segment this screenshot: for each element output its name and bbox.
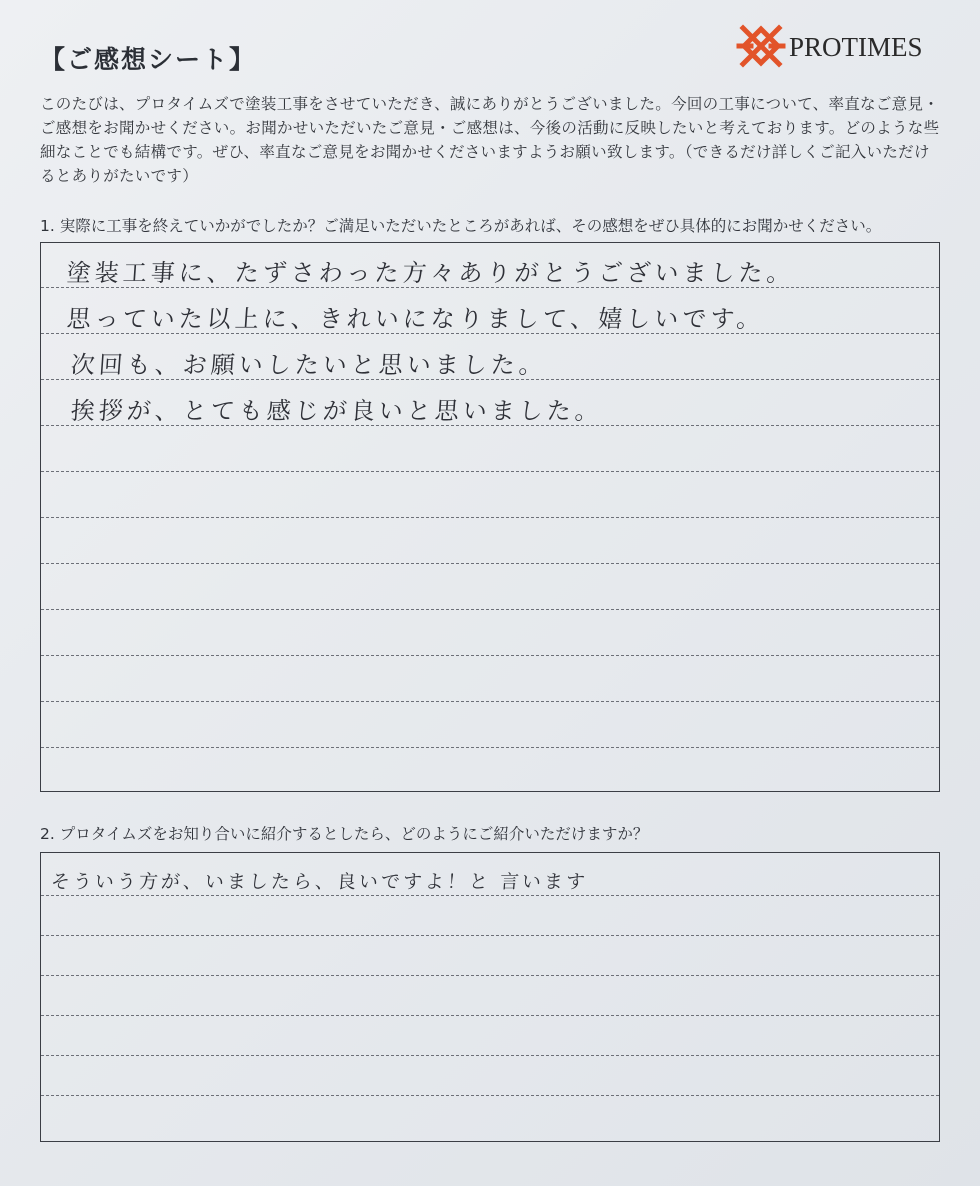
rule-line xyxy=(41,1015,939,1016)
handwritten-answer-line: 次回も、お願いしたいと思いました。 xyxy=(69,351,548,379)
rule-line xyxy=(41,517,939,518)
rule-line xyxy=(41,747,939,748)
protimes-logo xyxy=(735,20,945,80)
question-2-label: 2. プロタイムズをお知り合いに紹介するとしたら、どのようにご紹介いただけますか？ xyxy=(40,825,649,843)
rule-line xyxy=(41,609,939,610)
rule-line xyxy=(41,935,939,936)
answer-box-2[interactable] xyxy=(40,852,940,1142)
rule-line xyxy=(41,471,939,472)
handwritten-answer-line: 思っていた以上に、きれいになりまして、嬉しいです。 xyxy=(65,305,766,333)
logo-text: PROTIMES xyxy=(789,32,923,62)
rule-line xyxy=(41,975,939,976)
rule-line xyxy=(41,895,939,896)
sheet-title: 【ご感想シート】 xyxy=(40,45,257,74)
handwritten-answer-line: そういう方が、いましたら、良いですよ！と 言います xyxy=(50,871,589,893)
rule-line xyxy=(41,563,939,564)
question-1-label: 1. 実際に工事を終えていかがでしたか？ご満足いただいたところがあれば、その感想をぜひ具体的にお聞かせください。 xyxy=(40,217,882,235)
rule-line xyxy=(41,701,939,702)
rule-line xyxy=(41,1095,939,1096)
intro-text: このたびは、プロタイムズで塗装工事をさせていただき、誠にありがとうございました。今回の工事について、率直なご意見・ご感想をお聞かせください。お聞かせいただいたご意見・ご感想は、今後の活動に反映したいと考えております。どのような些細なことでも結構です。ぜひ、率直なご意見をお聞かせくださいますようお願い致します。（できるだけ詳しくご記入いただけるとありがたいです） xyxy=(40,95,940,185)
protimes-mark-icon xyxy=(735,20,787,72)
answer-box-1[interactable] xyxy=(40,242,940,792)
handwritten-answer-line: 塗装工事に、たずさわった方々ありがとうございました。 xyxy=(65,259,796,287)
rule-line xyxy=(41,1055,939,1056)
rule-line xyxy=(41,655,939,656)
handwritten-answer-line: 挨拶が、とても感じが良いと思いました。 xyxy=(69,397,604,425)
